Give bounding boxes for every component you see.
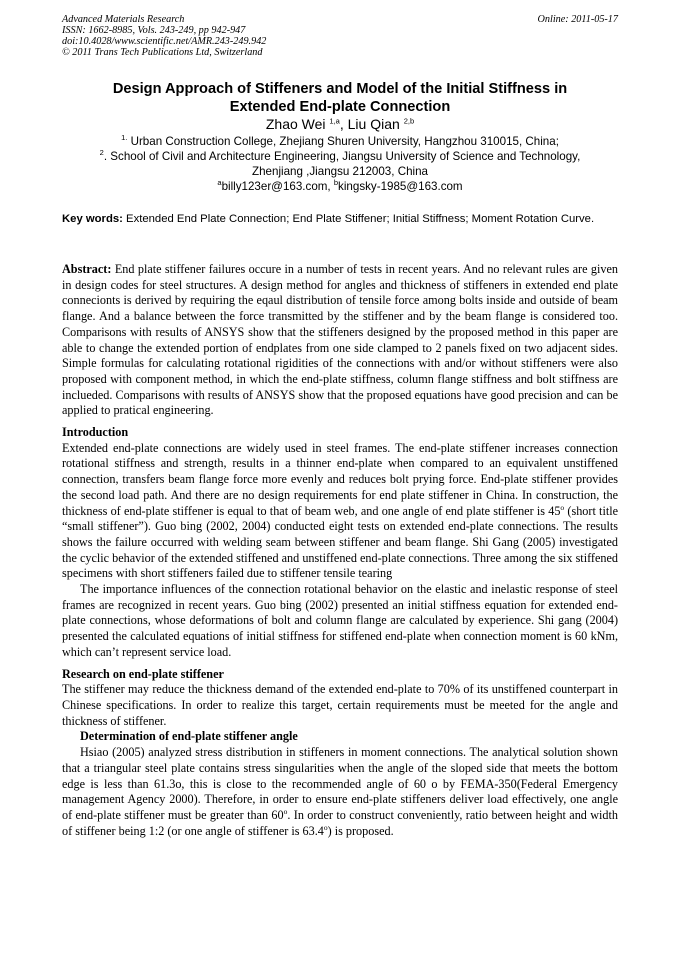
author-2: Liu Qian bbox=[347, 116, 400, 132]
authors-line bbox=[62, 116, 618, 133]
online-date: Online: 2011-05-17 bbox=[537, 14, 618, 25]
affiliations bbox=[62, 134, 618, 194]
affiliation-1 bbox=[62, 134, 618, 149]
affiliation-2-city: Zhenjiang ,Jiangsu 212003, China bbox=[252, 165, 428, 178]
keywords-text: Extended End Plate Connection; End Plate Stiffener; Initial Stiffness; Moment Rotation Curve. bbox=[122, 213, 595, 225]
abstract-label: Abstract: bbox=[62, 262, 112, 276]
affiliation-2-text: . School of Civil and Architecture Engineering, Jiangsu University of Science and Technology, bbox=[103, 150, 581, 163]
affiliation-1-text: Urban Construction College, Zhejiang Shuren University, Hangzhou 310015, China; bbox=[127, 135, 559, 148]
degree-superscript: o bbox=[283, 806, 288, 816]
introduction-paragraph-1 bbox=[62, 441, 618, 582]
research-p2-text-a: Hsiao (2005) analyzed stress distribution in stiffeners in moment connections. The analytical solution shown that a triangular steel plate contains stress singularities when the angle of the sloped side that meets the bottom edge is less than 61.3o, this is close to the recommended angle of 60 o by FEMA-350(Federal Emergency management Agency 2000). Therefore, in order to ensure end-plate stiffeners deliver load effectively, one angle of end-plate stiffener must be greater than 60 bbox=[62, 745, 618, 822]
research-p2-text-c: ) is proposed. bbox=[327, 823, 394, 838]
title-line-2: Extended End-plate Connection bbox=[229, 99, 451, 115]
introduction-heading: Introduction bbox=[62, 425, 129, 440]
keywords-label: Key words: bbox=[62, 213, 123, 225]
degree-superscript: o bbox=[323, 822, 328, 832]
degree-superscript: o bbox=[560, 502, 565, 512]
author-2-superscript: 2,b bbox=[403, 116, 415, 126]
author-1-superscript: 1,a bbox=[329, 116, 340, 126]
research-p2-text-b: . In order to construct conveniently, ratio between height and width of stiffener being 1:2 (or one angle of stiffener is 63.4 bbox=[62, 807, 618, 838]
emails bbox=[62, 179, 618, 194]
intro-p1-text-b: (short title “small stiffener”). Guo bing (2002, 2004) conducted eight tests on extended end-plate connections. The results shows the failure occurred with welding seam between stiffener and beam flange. Shi Gang (2005) investigated the cyclic behavior of the extended stiffened and unstiffened end-plate connections. Three among the six stiffened specimens with short stiffeners failed due to stiffener tensile tearing bbox=[62, 503, 619, 581]
email-b-mark: b bbox=[333, 178, 339, 188]
abstract bbox=[62, 262, 618, 419]
paper-title bbox=[62, 80, 618, 116]
email-b[interactable]: kingsky-1985@163.com bbox=[338, 180, 463, 193]
abstract-text: End plate stiffener failures occure in a number of tests in recent years. And no relevant rules are given in design codes for steel structures. A design method for angles and thickness of stiffeners in extended end plate connecionts is derived by requiring the eqaul distribution of tensile force among bolts inside and outside of beam flange. And a balance between the force transmitted by the stiffener and by the beam flange is considered too. Comparisons with results of ANSYS show that the stiffeners designed by the proposed method in this paper are able to change the extended portion of endplates from one side clamped to 2 panels fixed on two adjacent sides. Simple formulas for calculating rotational rigidities of the connections with and/or without stiffeners were also proposed with component method, in which the end-plate stiffness, column flange stiffness and bolt stiffness are inclueded. Comparisons with results of ANSYS show that the proposed equations have good precision and can be applied to pratical engineering. bbox=[62, 262, 618, 418]
keywords bbox=[62, 212, 618, 228]
doi-line: doi:10.4028/www.scientific.net/AMR.243-249.942 bbox=[62, 36, 267, 47]
introduction-paragraph-2: The importance influences of the connection rotational behavior on the elastic and inelastic response of steel frames are recognized in recent years. Guo bing (2002) presented an initial stiffness equation for extended end-plate connections, whose deformations of bolt and column flange are calculated by experience. Shi gang (2004) presented the calculated equations of initial stiffness for stiffened end-plate when connection moment is 60 kNm, which can’t represent service load. bbox=[62, 582, 618, 659]
author-1: Zhao Wei bbox=[265, 116, 326, 132]
intro-p1-text-a: Extended end-plate connections are widely used in steel frames. The end-plate stiffener increases connection rotational stiffness and strength, results in a thinner end-plate when compared to an equivalent unstiffened connection, transfers beam flange force more evenly and reduces bolt prying force. End-plate stiffener provides the second load path. And there are no design requirements for end plate stiffener in China. In construction, the thickness of end-plate stiffener is equal to that of beam web, and one angle of end plate stiffener is 45 bbox=[62, 440, 618, 518]
affiliation-1-mark: 1. bbox=[121, 133, 128, 143]
affiliation-2-mark: 2 bbox=[99, 148, 104, 158]
research-paragraph-2 bbox=[62, 745, 618, 839]
email-a[interactable]: billy123er@163.com, bbox=[221, 180, 334, 193]
research-heading: Research on end-plate stiffener bbox=[62, 666, 224, 681]
journal-name: Advanced Materials Research bbox=[62, 14, 185, 25]
affiliation-2 bbox=[62, 149, 618, 164]
research-paragraph-1: The stiffener may reduce the thickness demand of the extended end-plate to 70% of its unstiffened counterpart in Chinese specifications. In order to realize this target, certain requirements must be meeted for the angle and thickness of stiffener. bbox=[62, 682, 618, 728]
journal-header bbox=[62, 14, 618, 58]
email-a-mark: a bbox=[217, 178, 222, 188]
author-separator: , bbox=[339, 116, 348, 132]
title-line-1: Design Approach of Stiffeners and Model of the Initial Stiffness in bbox=[112, 81, 568, 97]
paper-body bbox=[62, 262, 618, 839]
issn-line: ISSN: 1662-8985, Vols. 243-249, pp 942-947 bbox=[62, 25, 246, 36]
copyright-line: © 2011 Trans Tech Publications Ltd, Switzerland bbox=[62, 47, 263, 58]
angle-subheading: Determination of end-plate stiffener angle bbox=[80, 729, 298, 744]
